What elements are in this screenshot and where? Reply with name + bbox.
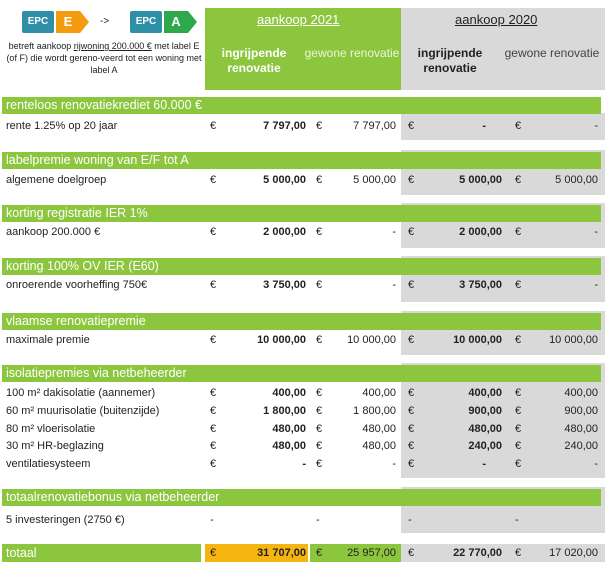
- currency-symbol: €: [515, 440, 522, 452]
- value-2020-ingrijpend: 2 000,00: [459, 226, 502, 238]
- value-2020-gewoon: 480,00: [564, 423, 598, 435]
- value-2020-ingrijpend: 900,00: [468, 405, 502, 417]
- value-2021-ingrijpend: 1 800,00: [263, 405, 306, 417]
- value-2020-ingrijpend: 3 750,00: [459, 279, 502, 291]
- value-2020-ingrijpend: 10 000,00: [453, 334, 502, 346]
- currency-symbol: €: [515, 387, 522, 399]
- value-2020-gewoon: -: [594, 120, 598, 132]
- value-2021-ingrijpend: 480,00: [272, 423, 306, 435]
- year-2020-title: aankoop 2020: [455, 12, 538, 27]
- value-2020-gewoon: -: [594, 226, 598, 238]
- value-2020-ingrijpend: -: [482, 458, 486, 470]
- epc-to-grade: A: [164, 11, 188, 33]
- currency-symbol: €: [408, 174, 415, 186]
- value-2020-ingrijpend: -: [482, 120, 486, 132]
- currency-symbol: €: [408, 226, 415, 238]
- currency-symbol: €: [408, 120, 415, 132]
- col-2020-ingrijpend: ingrijpende renovatie: [417, 46, 483, 75]
- currency-symbol: €: [316, 423, 323, 435]
- value-2021-ingrijpend: 3 750,00: [263, 279, 306, 291]
- table-row: [0, 171, 605, 189]
- row-label: aankoop 200.000 €: [6, 226, 101, 238]
- currency-symbol: €: [408, 405, 415, 417]
- currency-symbol: €: [515, 174, 522, 186]
- value-2021-gewoon: -: [392, 279, 396, 291]
- row-label: onroerende voorheffing 750€: [6, 279, 148, 291]
- section-header: isolatiepremies via netbeheerder: [2, 365, 601, 382]
- currency-symbol: €: [210, 423, 217, 435]
- table-row: [0, 455, 605, 473]
- value-2021-gewoon: 10 000,00: [347, 334, 396, 346]
- section-header: renteloos renovatiekrediet 60.000 €: [2, 97, 601, 114]
- row-label: ventilatiesysteem: [6, 458, 91, 470]
- epc-from-tip: [80, 11, 89, 33]
- value-2020-gewoon: -: [594, 458, 598, 470]
- row-label: algemene doelgroep: [6, 174, 107, 186]
- row-label: 30 m² HR-beglazing: [6, 440, 104, 452]
- empty-value: -: [515, 514, 519, 526]
- currency-symbol: €: [316, 458, 323, 470]
- epc-from-label: EPC: [22, 11, 54, 33]
- value-2021-gewoon: 400,00: [362, 387, 396, 399]
- value-2021-ingrijpend: 2 000,00: [263, 226, 306, 238]
- col-2021-gewoon: gewone renovatie: [304, 46, 400, 60]
- total-label: totaal: [2, 544, 201, 562]
- table-row: [0, 223, 605, 241]
- section-header: korting 100% OV IER (E60): [2, 258, 601, 275]
- epc-to-tip: [188, 11, 197, 33]
- currency-symbol: €: [210, 279, 217, 291]
- arrow-icon: ->: [100, 16, 110, 27]
- value-2020-gewoon: 10 000,00: [549, 334, 598, 346]
- table-row: [0, 276, 605, 294]
- currency-symbol: €: [408, 279, 415, 291]
- row-label: 5 investeringen (2750 €): [6, 514, 125, 526]
- total-value-2021-gewoon: 25 957,00: [347, 547, 396, 559]
- value-2021-gewoon: 5 000,00: [353, 174, 396, 186]
- value-2021-gewoon: -: [392, 458, 396, 470]
- currency-symbol: €: [316, 279, 323, 291]
- col-2021-ingrijpend: ingrijpende renovatie: [221, 46, 287, 75]
- currency-symbol: €: [515, 120, 522, 132]
- epc-to-label: EPC: [130, 11, 162, 33]
- value-2021-ingrijpend: 7 797,00: [263, 120, 306, 132]
- currency-symbol: €: [210, 440, 217, 452]
- currency-symbol: €: [210, 334, 217, 346]
- section-header: vlaamse renovatiepremie: [2, 313, 601, 330]
- currency-symbol: €: [408, 334, 415, 346]
- value-2021-ingrijpend: -: [302, 458, 306, 470]
- row-label: maximale premie: [6, 334, 90, 346]
- value-2021-gewoon: 480,00: [362, 440, 396, 452]
- total-row: [0, 544, 605, 562]
- currency-symbol: €: [515, 458, 522, 470]
- value-2020-gewoon: 900,00: [564, 405, 598, 417]
- table-row: [0, 437, 605, 455]
- currency-symbol: €: [210, 174, 217, 186]
- currency-symbol: €: [316, 226, 323, 238]
- currency-symbol: €: [515, 405, 522, 417]
- value-2021-gewoon: 480,00: [362, 423, 396, 435]
- total-value-2021-ingrijpend: 31 707,00: [257, 547, 306, 559]
- col-2020-gewoon: gewone renovatie: [504, 46, 600, 60]
- total-value-2020-gewoon: 17 020,00: [549, 547, 598, 559]
- table-row: [0, 511, 605, 529]
- currency-symbol: €: [515, 279, 522, 291]
- currency-symbol: €: [316, 120, 323, 132]
- currency-symbol: €: [210, 458, 217, 470]
- row-label: rente 1.25% op 20 jaar: [6, 120, 118, 132]
- section-header: korting registratie IER 1%: [2, 205, 601, 222]
- value-2020-ingrijpend: 240,00: [468, 440, 502, 452]
- value-2021-ingrijpend: 10 000,00: [257, 334, 306, 346]
- table-row: [0, 402, 605, 420]
- currency-symbol: €: [316, 440, 323, 452]
- empty-value: -: [408, 514, 412, 526]
- table-row: [0, 331, 605, 349]
- value-2020-gewoon: 5 000,00: [555, 174, 598, 186]
- value-2020-ingrijpend: 5 000,00: [459, 174, 502, 186]
- currency-symbol: €: [515, 334, 522, 346]
- value-2020-ingrijpend: 480,00: [468, 423, 502, 435]
- value-2021-gewoon: -: [392, 226, 396, 238]
- currency-symbol: €: [210, 120, 217, 132]
- header-2020: [401, 8, 605, 90]
- row-label: 60 m² muurisolatie (buitenzijde): [6, 405, 160, 417]
- currency-symbol: €: [515, 547, 522, 559]
- value-2020-ingrijpend: 400,00: [468, 387, 502, 399]
- currency-symbol: €: [316, 334, 323, 346]
- empty-value: -: [210, 514, 214, 526]
- currency-symbol: €: [408, 423, 415, 435]
- currency-symbol: €: [316, 547, 323, 559]
- currency-symbol: €: [210, 547, 217, 559]
- currency-symbol: €: [316, 174, 323, 186]
- value-2021-ingrijpend: 400,00: [272, 387, 306, 399]
- currency-symbol: €: [515, 226, 522, 238]
- empty-value: -: [316, 514, 320, 526]
- row-label: 100 m² dakisolatie (aannemer): [6, 387, 156, 399]
- total-value-2020-ingrijpend: 22 770,00: [453, 547, 502, 559]
- section-header: totaalrenovatiebonus via netbeheerder: [2, 489, 601, 506]
- value-2020-gewoon: -: [594, 279, 598, 291]
- value-2021-ingrijpend: 480,00: [272, 440, 306, 452]
- section-header: labelpremie woning van E/F tot A: [2, 152, 601, 169]
- value-2021-ingrijpend: 5 000,00: [263, 174, 306, 186]
- currency-symbol: €: [408, 387, 415, 399]
- value-2020-gewoon: 400,00: [564, 387, 598, 399]
- header-description: betreft aankoop rijwoning 200.000 € met label E (of F) die wordt gereno-veerd tot een woning met label A: [6, 41, 202, 75]
- value-2021-gewoon: 7 797,00: [353, 120, 396, 132]
- table-row: [0, 420, 605, 438]
- currency-symbol: €: [408, 458, 415, 470]
- year-2021-title: aankoop 2021: [257, 12, 340, 27]
- currency-symbol: €: [316, 405, 323, 417]
- currency-symbol: €: [210, 405, 217, 417]
- currency-symbol: €: [210, 387, 217, 399]
- currency-symbol: €: [210, 226, 217, 238]
- row-label: 80 m² vloerisolatie: [6, 423, 96, 435]
- currency-symbol: €: [515, 423, 522, 435]
- header-epc-block: [0, 8, 205, 90]
- currency-symbol: €: [408, 547, 415, 559]
- value-2021-gewoon: 1 800,00: [353, 405, 396, 417]
- value-2020-gewoon: 240,00: [564, 440, 598, 452]
- header-2021: [205, 8, 401, 90]
- currency-symbol: €: [316, 387, 323, 399]
- table-row: [0, 384, 605, 402]
- currency-symbol: €: [408, 440, 415, 452]
- table-row: [0, 117, 605, 135]
- epc-from-grade: E: [56, 11, 80, 33]
